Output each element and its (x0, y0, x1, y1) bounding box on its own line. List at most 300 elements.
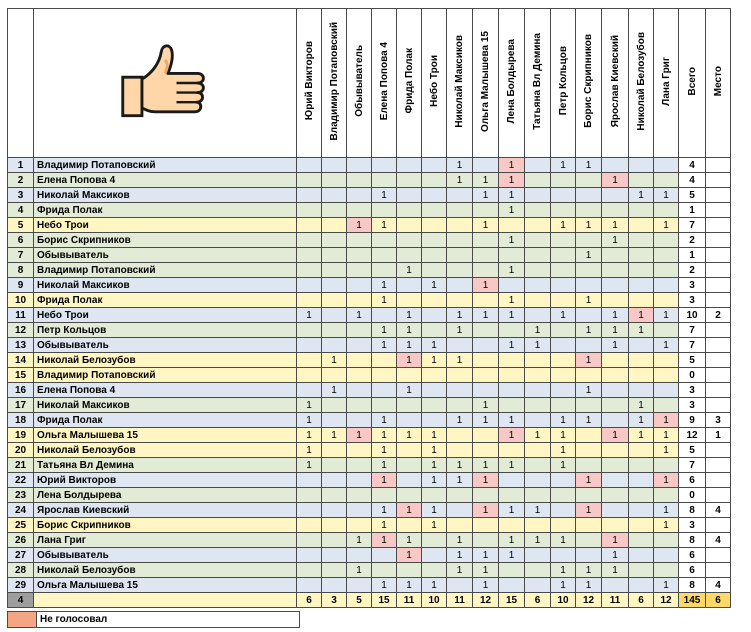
nominee-name: Лена Болдырева (34, 488, 297, 503)
vote-cell: 1 (422, 578, 447, 593)
vote-cell (602, 263, 629, 278)
vote-cell (473, 323, 499, 338)
vote-cell (473, 158, 499, 173)
row-total: 1 (679, 248, 706, 263)
vote-cell: 1 (499, 458, 525, 473)
row-number: 27 (8, 548, 34, 563)
vote-cell: 1 (629, 323, 654, 338)
vote-cell: 1 (551, 413, 576, 428)
vote-cell (347, 383, 372, 398)
row-place (706, 233, 731, 248)
vote-cell (322, 443, 347, 458)
row-total: 5 (679, 443, 706, 458)
row-number: 14 (8, 353, 34, 368)
column-total: 3 (322, 593, 347, 608)
vote-cell: 1 (347, 563, 372, 578)
vote-cell: 1 (629, 308, 654, 323)
vote-cell (525, 263, 551, 278)
row-place: 3 (706, 413, 731, 428)
vote-cell: 1 (551, 308, 576, 323)
vote-cell (372, 158, 397, 173)
vote-cell: 1 (499, 263, 525, 278)
vote-cell: 1 (347, 218, 372, 233)
vote-cell: 1 (576, 293, 602, 308)
vote-cell (629, 458, 654, 473)
vote-cell (551, 203, 576, 218)
row-place (706, 293, 731, 308)
vote-cell (629, 383, 654, 398)
vote-cell (499, 353, 525, 368)
vote-cell (397, 413, 422, 428)
nominee-name: Фрида Полак (34, 203, 297, 218)
vote-cell: 1 (397, 383, 422, 398)
vote-cell (629, 338, 654, 353)
table-row (8, 203, 731, 218)
vote-cell (551, 278, 576, 293)
vote-cell (347, 443, 372, 458)
vote-cell (297, 533, 322, 548)
vote-cell: 1 (499, 338, 525, 353)
vote-cell (347, 458, 372, 473)
vote-cell (422, 563, 447, 578)
legend (7, 611, 300, 628)
vote-cell (347, 548, 372, 563)
vote-cell: 1 (372, 473, 397, 488)
vote-cell (372, 308, 397, 323)
vote-cell (602, 203, 629, 218)
row-total: 3 (679, 518, 706, 533)
vote-cell (576, 443, 602, 458)
table-row (8, 473, 731, 488)
vote-cell (473, 533, 499, 548)
vote-cell (629, 563, 654, 578)
vote-cell: 1 (473, 503, 499, 518)
vote-cell: 1 (447, 533, 473, 548)
vote-cell: 1 (654, 188, 679, 203)
row-total: 8 (679, 533, 706, 548)
vote-cell: 1 (422, 428, 447, 443)
table-row (8, 353, 731, 368)
table-row (8, 458, 731, 473)
vote-cell (297, 473, 322, 488)
vote-cell: 1 (473, 548, 499, 563)
vote-cell (629, 353, 654, 368)
table-row (8, 428, 731, 443)
vote-cell: 1 (499, 428, 525, 443)
vote-cell (654, 203, 679, 218)
row-number: 18 (8, 413, 34, 428)
column-total: 12 (654, 593, 679, 608)
vote-cell (372, 203, 397, 218)
vote-cell (322, 503, 347, 518)
vote-cell: 1 (297, 458, 322, 473)
vote-cell (602, 293, 629, 308)
vote-cell: 1 (397, 338, 422, 353)
column-header-label: Лена Болдырева (506, 38, 517, 124)
vote-cell (499, 398, 525, 413)
vote-cell (322, 308, 347, 323)
summary-number: 4 (8, 593, 34, 608)
row-number: 8 (8, 263, 34, 278)
column-header-label: Николай Белозубов (635, 31, 647, 131)
nominee-name: Лана Григ (34, 533, 297, 548)
vote-cell: 1 (602, 428, 629, 443)
total-header-label: Всего (686, 66, 698, 96)
vote-cell (525, 233, 551, 248)
nominee-name: Ольга Малышева 15 (34, 428, 297, 443)
vote-cell: 1 (447, 563, 473, 578)
row-number: 10 (8, 293, 34, 308)
table-row (8, 368, 731, 383)
vote-cell (525, 413, 551, 428)
vote-cell: 1 (397, 353, 422, 368)
row-place (706, 263, 731, 278)
column-header (602, 9, 629, 158)
vote-cell (347, 293, 372, 308)
table-row (8, 278, 731, 293)
vote-cell: 1 (629, 428, 654, 443)
row-total: 8 (679, 578, 706, 593)
vote-cell (473, 338, 499, 353)
vote-cell: 1 (525, 428, 551, 443)
row-place (706, 338, 731, 353)
row-number: 26 (8, 533, 34, 548)
column-header (473, 9, 499, 158)
vote-cell (372, 263, 397, 278)
table-row (8, 263, 731, 278)
column-header (347, 9, 372, 158)
column-header-label: Петр Кольцов (557, 46, 569, 116)
vote-cell: 1 (447, 173, 473, 188)
summary-name (34, 593, 297, 608)
vote-cell: 1 (372, 293, 397, 308)
vote-cell (525, 473, 551, 488)
table-row (8, 218, 731, 233)
vote-cell (422, 413, 447, 428)
vote-cell (551, 383, 576, 398)
row-place (706, 323, 731, 338)
vote-cell: 1 (654, 428, 679, 443)
vote-cell (447, 383, 473, 398)
vote-cell (422, 218, 447, 233)
vote-cell (654, 233, 679, 248)
vote-cell (447, 188, 473, 203)
nominee-name: Николай Белозубов (34, 443, 297, 458)
row-place: 2 (706, 308, 731, 323)
vote-cell: 1 (654, 503, 679, 518)
vote-cell (602, 188, 629, 203)
row-total: 0 (679, 488, 706, 503)
vote-cell: 1 (447, 458, 473, 473)
vote-cell (525, 383, 551, 398)
column-header (397, 9, 422, 158)
nominee-name: Николай Максиков (34, 398, 297, 413)
vote-cell: 1 (397, 308, 422, 323)
vote-cell (551, 188, 576, 203)
vote-cell (525, 578, 551, 593)
vote-cell: 1 (473, 218, 499, 233)
vote-cell: 1 (473, 458, 499, 473)
vote-cell (322, 563, 347, 578)
row-total: 3 (679, 293, 706, 308)
row-place (706, 278, 731, 293)
column-total: 12 (473, 593, 499, 608)
row-place (706, 518, 731, 533)
vote-cell (525, 368, 551, 383)
vote-cell (525, 548, 551, 563)
row-total: 5 (679, 353, 706, 368)
row-total: 4 (679, 173, 706, 188)
vote-cell: 1 (602, 323, 629, 338)
vote-cell: 1 (551, 218, 576, 233)
vote-cell (629, 233, 654, 248)
table-row (8, 518, 731, 533)
vote-cell (347, 278, 372, 293)
vote-cell (422, 533, 447, 548)
vote-cell (297, 353, 322, 368)
vote-cell (602, 353, 629, 368)
table-row (8, 563, 731, 578)
vote-cell: 1 (654, 578, 679, 593)
column-header (372, 9, 397, 158)
column-header-label: Елена Попова 4 (378, 41, 390, 121)
vote-cell (397, 398, 422, 413)
vote-cell: 1 (499, 293, 525, 308)
vote-cell: 1 (551, 158, 576, 173)
table-row (8, 398, 731, 413)
column-total: 15 (499, 593, 525, 608)
nominee-name: Татьяна Вл Демина (34, 458, 297, 473)
vote-cell (397, 218, 422, 233)
vote-cell (447, 488, 473, 503)
vote-cell (499, 473, 525, 488)
column-header-label: Ярослав Киевский (609, 34, 621, 128)
vote-cell: 1 (297, 443, 322, 458)
row-number: 17 (8, 398, 34, 413)
vote-cell (397, 563, 422, 578)
vote-cell (602, 518, 629, 533)
row-place (706, 383, 731, 398)
vote-cell (576, 548, 602, 563)
nominee-name: Елена Попова 4 (34, 173, 297, 188)
vote-cell (297, 188, 322, 203)
row-number: 9 (8, 278, 34, 293)
table-row (8, 188, 731, 203)
column-header-label: Борис Скрипников (583, 34, 594, 128)
vote-cell (297, 563, 322, 578)
vote-cell (347, 488, 372, 503)
vote-cell (372, 488, 397, 503)
vote-cell (422, 323, 447, 338)
vote-cell (654, 293, 679, 308)
vote-cell (422, 383, 447, 398)
vote-cell: 1 (422, 518, 447, 533)
vote-cell: 1 (473, 173, 499, 188)
vote-cell: 1 (473, 473, 499, 488)
vote-cell (551, 473, 576, 488)
vote-cell: 1 (602, 308, 629, 323)
vote-cell: 1 (447, 353, 473, 368)
vote-cell (447, 518, 473, 533)
vote-cell (499, 218, 525, 233)
row-total: 5 (679, 188, 706, 203)
vote-cell: 1 (654, 218, 679, 233)
vote-cell (576, 188, 602, 203)
vote-cell (297, 248, 322, 263)
vote-cell (499, 383, 525, 398)
vote-cell (322, 338, 347, 353)
column-total: 11 (602, 593, 629, 608)
vote-cell (297, 233, 322, 248)
vote-cell: 1 (499, 188, 525, 203)
vote-cell: 1 (397, 428, 422, 443)
vote-cell: 1 (654, 413, 679, 428)
vote-cell (322, 248, 347, 263)
corner-cell (8, 9, 34, 158)
column-header (654, 9, 679, 158)
vote-cell (629, 173, 654, 188)
row-number: 15 (8, 368, 34, 383)
row-place (706, 173, 731, 188)
vote-cell: 1 (322, 353, 347, 368)
nominee-name: Ольга Малышева 15 (34, 578, 297, 593)
vote-cell (629, 473, 654, 488)
vote-cell (576, 428, 602, 443)
vote-cell (576, 398, 602, 413)
vote-cell (602, 368, 629, 383)
row-number: 25 (8, 518, 34, 533)
row-number: 20 (8, 443, 34, 458)
vote-cell: 1 (447, 323, 473, 338)
vote-cell: 1 (654, 338, 679, 353)
vote-cell (551, 503, 576, 518)
vote-cell: 1 (576, 563, 602, 578)
vote-cell: 1 (576, 353, 602, 368)
vote-cell (602, 398, 629, 413)
row-place (706, 368, 731, 383)
row-number: 28 (8, 563, 34, 578)
row-place (706, 563, 731, 578)
vote-cell: 1 (473, 563, 499, 578)
vote-cell (602, 413, 629, 428)
column-header (447, 9, 473, 158)
vote-cell: 1 (447, 548, 473, 563)
vote-cell (297, 488, 322, 503)
vote-cell (322, 233, 347, 248)
row-number: 23 (8, 488, 34, 503)
vote-cell (499, 578, 525, 593)
vote-cell (576, 518, 602, 533)
vote-cell (602, 458, 629, 473)
vote-cell (602, 578, 629, 593)
vote-cell (422, 398, 447, 413)
vote-cell (422, 203, 447, 218)
vote-cell: 1 (499, 173, 525, 188)
vote-cell (551, 233, 576, 248)
vote-cell: 1 (499, 548, 525, 563)
nominee-name: Фрида Полак (34, 413, 297, 428)
vote-cell: 1 (551, 458, 576, 473)
vote-cell (654, 278, 679, 293)
vote-cell (602, 158, 629, 173)
column-header-label: Небо Трои (428, 55, 440, 107)
column-total: 5 (347, 593, 372, 608)
row-number: 3 (8, 188, 34, 203)
vote-cell (654, 488, 679, 503)
row-number: 21 (8, 458, 34, 473)
nominee-name: Обывыватель (34, 338, 297, 353)
vote-cell (297, 158, 322, 173)
vote-cell (397, 173, 422, 188)
vote-cell (422, 173, 447, 188)
row-total: 7 (679, 338, 706, 353)
nominee-name: Борис Скрипников (34, 233, 297, 248)
vote-cell: 1 (422, 353, 447, 368)
vote-cell (525, 248, 551, 263)
vote-cell (422, 188, 447, 203)
vote-cell (372, 383, 397, 398)
row-number: 12 (8, 323, 34, 338)
nominee-name: Петр Кольцов (34, 323, 297, 338)
vote-cell (372, 548, 397, 563)
vote-cell: 1 (322, 383, 347, 398)
vote-cell: 1 (372, 458, 397, 473)
grand-total: 145 (679, 593, 706, 608)
vote-cell (629, 248, 654, 263)
row-total: 0 (679, 368, 706, 383)
vote-cell (654, 323, 679, 338)
vote-cell (297, 173, 322, 188)
vote-cell (551, 173, 576, 188)
column-header (322, 9, 347, 158)
vote-cell: 1 (602, 533, 629, 548)
vote-cell (629, 443, 654, 458)
vote-cell: 1 (654, 473, 679, 488)
vote-cell: 1 (447, 473, 473, 488)
vote-cell: 1 (525, 338, 551, 353)
row-total: 3 (679, 398, 706, 413)
vote-cell (576, 263, 602, 278)
vote-cell (322, 203, 347, 218)
vote-cell: 1 (525, 323, 551, 338)
vote-cell: 1 (372, 218, 397, 233)
vote-cell (322, 548, 347, 563)
column-header (629, 9, 654, 158)
vote-cell: 1 (602, 548, 629, 563)
vote-cell (447, 248, 473, 263)
vote-cell (473, 428, 499, 443)
table-row (8, 548, 731, 563)
place-header-label: Место (712, 65, 724, 97)
nominee-name: Владимир Потаповский (34, 263, 297, 278)
table-row (8, 323, 731, 338)
vote-cell (654, 173, 679, 188)
vote-cell (473, 383, 499, 398)
vote-cell (447, 203, 473, 218)
vote-cell (372, 233, 397, 248)
vote-cell (525, 443, 551, 458)
vote-cell: 1 (499, 233, 525, 248)
column-header-label: Юрий Викторов (303, 41, 315, 121)
vote-cell (347, 248, 372, 263)
vote-cell (372, 248, 397, 263)
vote-cell (499, 443, 525, 458)
vote-cell (602, 278, 629, 293)
vote-cell: 1 (347, 533, 372, 548)
vote-cell: 1 (422, 443, 447, 458)
vote-cell (525, 158, 551, 173)
column-header-label: Татьяна Вл Демина (532, 32, 543, 130)
